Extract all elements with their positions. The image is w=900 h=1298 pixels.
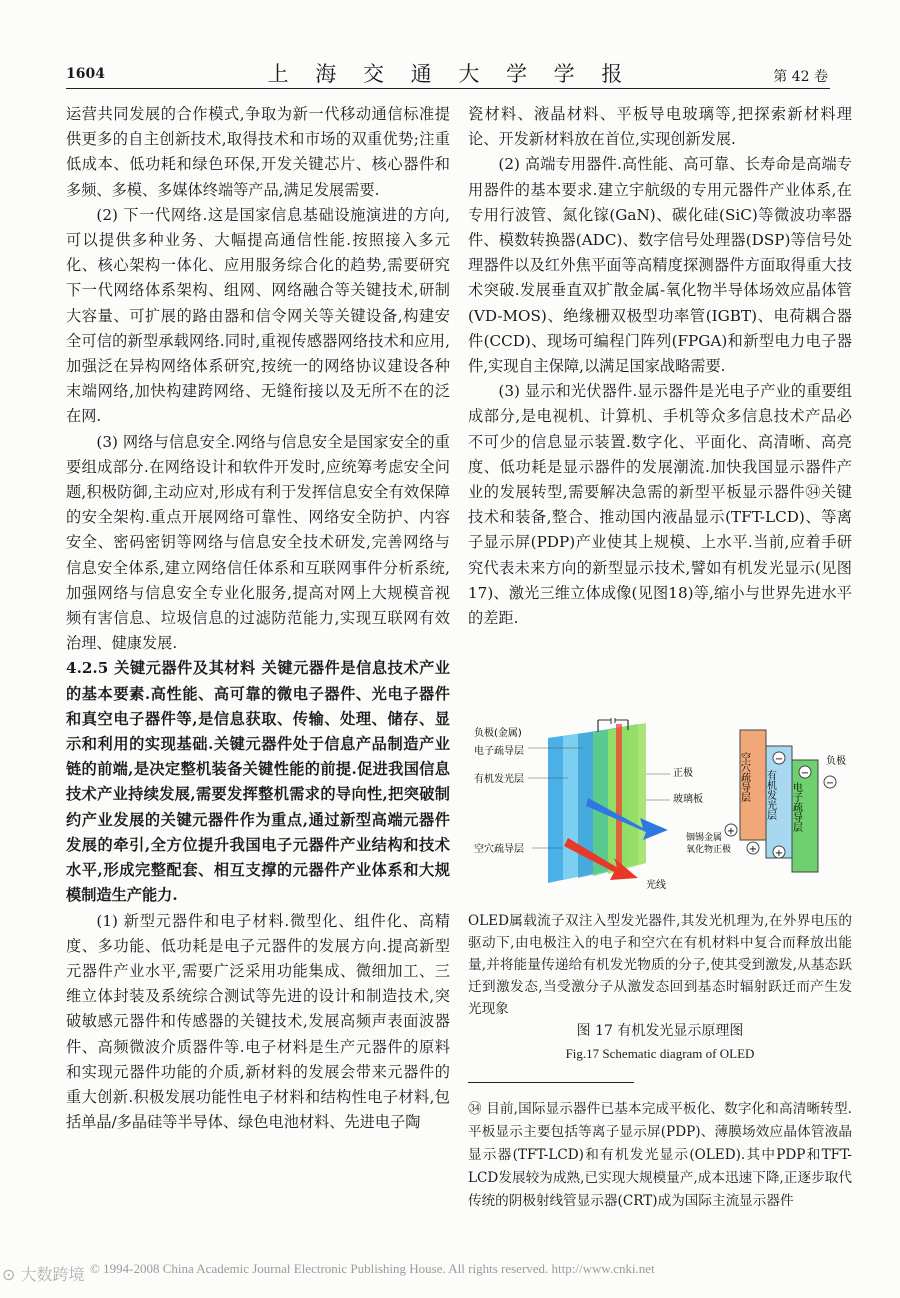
paragraph: (3) 显示和光伏器件.显示器件是光电子产业的重要组成部分,是电视机、计算机、手机等众多信息技术产品必不可少的信息显示装置.数字化、平面化、高清晰、高亮度、低功耗是显示器件的发展潮流.加快我国显示器件产业的发展转型,需要解决急需的新型平板显示器件㉞关键技术和装备,整合、推动国内液晶显示(TFT-LCD)、等离子显示屏(PDP)产业使其上规模、上水平.当前,应着手研究代表未来方向的新型显示技术,譬如有机发光显示(见图17)、激光三维立体成像(见图18)等,缩小与世界先进水平的差距. [468, 382, 852, 628]
paragraph: (2) 下一代网络.这是国家信息基础设施演进的方向,可以提供多种业务、大幅提高通信性能.按照接入多元化、核心架构一体化、应用服务综合化的趋势,需要研究下一代网络体系架构、组网、网络融合等关键技术,研制大容量、可扩展的路由器和信令网关等关键设备,构建安全可信的新型承载网络.同时,重视传感器网络技术和应用,加强泛在异构网络体系研究,按统一的网络协议建设各种末端网络,加快构建跨网络、无缝衔接以及无所不在的泛在网. [66, 205, 450, 426]
page-number: 1604 [66, 66, 105, 82]
label-positive-electrode: 正极 [673, 768, 693, 779]
paragraph: (1) 新型元器件和电子材料.微型化、组件化、高精度、多功能、低功耗是电子元器件的发展方向.提高新型元器件产业水平,需要广泛采用功能集成、微细加工、三维立体封装及系统综合测试等先进的设计和制造技术,突破敏感元器件和传感器的关键技术,发展高频声表面波器件、高频微波介质器件等.电子材料是生产元器件的原料和实现元器件功能的介质,新材料的发展会带来元器件的重大创新.积极发展功能性电子材料和结构性电子材料,包括单晶/多晶硅等半导体、绿色电池材料、先进电子陶 [66, 911, 450, 1132]
paragraph: (2) 高端专用器件.高性能、高可靠、长寿命是高端专用器件的基本要求.建立宇航级的专用元器件产业体系,在专用行波管、氮化镓(GaN)、碳化硅(SiC)等微波功率器件、模数转换器(ADC)、数字信号处理器(DSP)等信号处理器件以及红外焦平面等高精度探测器件方面取得重大技术突破.发展垂直双扩散金属-氧化物半导体场效应晶体管(VD-MOS)、绝缘栅双极型功率管(IGBT)、电荷耦合器件(CCD)、现场可编程门阵列(FPGA)和新型电力电子器件,实现自主保障,以满足国家战略需要. [468, 155, 852, 376]
svg-text:−: − [774, 754, 784, 765]
watermark: ⊙ 大数跨境 [2, 1265, 85, 1284]
svg-text:+: + [774, 848, 784, 859]
figure-caption-cn: 图 17 有机发光显示原理图 [576, 1023, 744, 1039]
section-heading-paragraph: 4.2.5 关键元器件及其材料 关键元器件是信息技术产业的基本要素.高性能、高可靠的微电子器件、光电子器件和真空电子器件等,是信息获取、传输、处理、储存、显示和利用的实现基础.关键元器件处于信息产品制造产业链的前端,是决定整机装备关键性能的前提.促进我国信息技术产业持续发展,需要发挥整机需求的导向性,把突破制约产业发展的关键元器件作为重点,通过新型高端元器件发展的牵引,全方位提升我国电子元器件产业结构和技术水平,形成完整配套、相互支撑的元器件产业体系和大规模制造生产能力. [66, 659, 450, 905]
journal-title: 上 海 交 通 大 学 学 报 [267, 62, 633, 86]
footnote: ㉞ 目前,国际显示器件已基本完成平板化、数字化和高清晰转型.平板显示主要包括等离子显示屏(PDP)、薄膜场效应晶体管液晶显示器(TFT-LCD)和有机发光显示(OLED).其中PDP和TFT-LCD发展较为成熟,已实现大规模量产,成本迅速下降,正逐步取代传统的阴极射线管显示器(CRT)成为国际主流显示器件 [468, 1101, 852, 1209]
bar-label-electron: 电子疏导层 [790, 782, 802, 832]
svg-text:+: + [748, 844, 758, 855]
figure-description: OLED属载流子双注入型发光器件,其发光机理为,在外界电压的驱动下,由电极注入的电子和空穴在有机材料中复合而释放出能量,并将能量传递给有机发光物质的分子,使其受到激发,从基态跃迁到激发态,当受激分子从激发态回到基态时辐射跃迁而产生发光现象 [468, 913, 852, 1017]
header-rule [66, 88, 830, 89]
left-column [66, 102, 450, 1135]
label-organic-layer: 有机发光层 [474, 774, 524, 785]
paragraph: (3) 网络与信息安全.网络与信息安全是国家安全的重要组成部分.在网络设计和软件开发时,应统筹考虑安全问题,积极防御,主动应对,形成有利于发挥信息安全有效保障的安全架构.重点开展网络可靠性、网络安全防护、内容安全、密码密钥等网络与信息安全技术研发,完善网络与信息安全体系,建立网络信任体系和互联网事件分析系统,加强网络与信息安全专业化服务,提高对网上大规模音视频有害信息、垃圾信息的过滤防范能力,实现互联网有效治理、健康发展. [66, 432, 450, 653]
svg-text:+: + [726, 826, 736, 837]
copyright-line: © 1994-2008 China Academic Journal Electronic Publishing House. All rights reserved. http://www.cnki.net [90, 1261, 655, 1276]
label-glass-plate: 玻璃板 [673, 794, 703, 805]
label-light: 光线 [646, 880, 666, 891]
label-electron-layer: 电子疏导层 [474, 746, 524, 757]
label-negative-electrode: 负极(金属) [474, 728, 522, 739]
oled-diagram [468, 718, 852, 904]
svg-text:−: − [800, 768, 810, 779]
figure-caption-en: Fig.17 Schematic diagram of OLED [565, 1046, 755, 1061]
volume-label: 第 42 卷 [773, 69, 828, 85]
label-negative-pole: 负极 [826, 756, 846, 767]
label-ito-1: 铟锡金属 [686, 833, 723, 843]
bar-label-hole: 空穴疏导层 [738, 752, 750, 802]
label-hole-layer: 空穴疏导层 [474, 844, 524, 855]
footnote-rule [468, 1082, 634, 1083]
bar-label-organic: 有机发光层 [764, 770, 776, 820]
label-ito-2: 氧化物正极 [686, 845, 732, 855]
right-column [468, 102, 852, 631]
paragraph: 运营共同发展的合作模式,争取为新一代移动通信标准提供更多的自主创新技术,取得技术和市场的双重优势;注重低成本、低功耗和绿色环保,开发关键芯片、核心器件和多频、多模、多媒体终端等产品,满足发展需要. [66, 105, 450, 199]
paragraph: 瓷材料、液晶材料、平板导电玻璃等,把探索新材料理论、开发新材料放在首位,实现创新发展. [468, 105, 852, 149]
svg-text:−: − [825, 778, 835, 789]
